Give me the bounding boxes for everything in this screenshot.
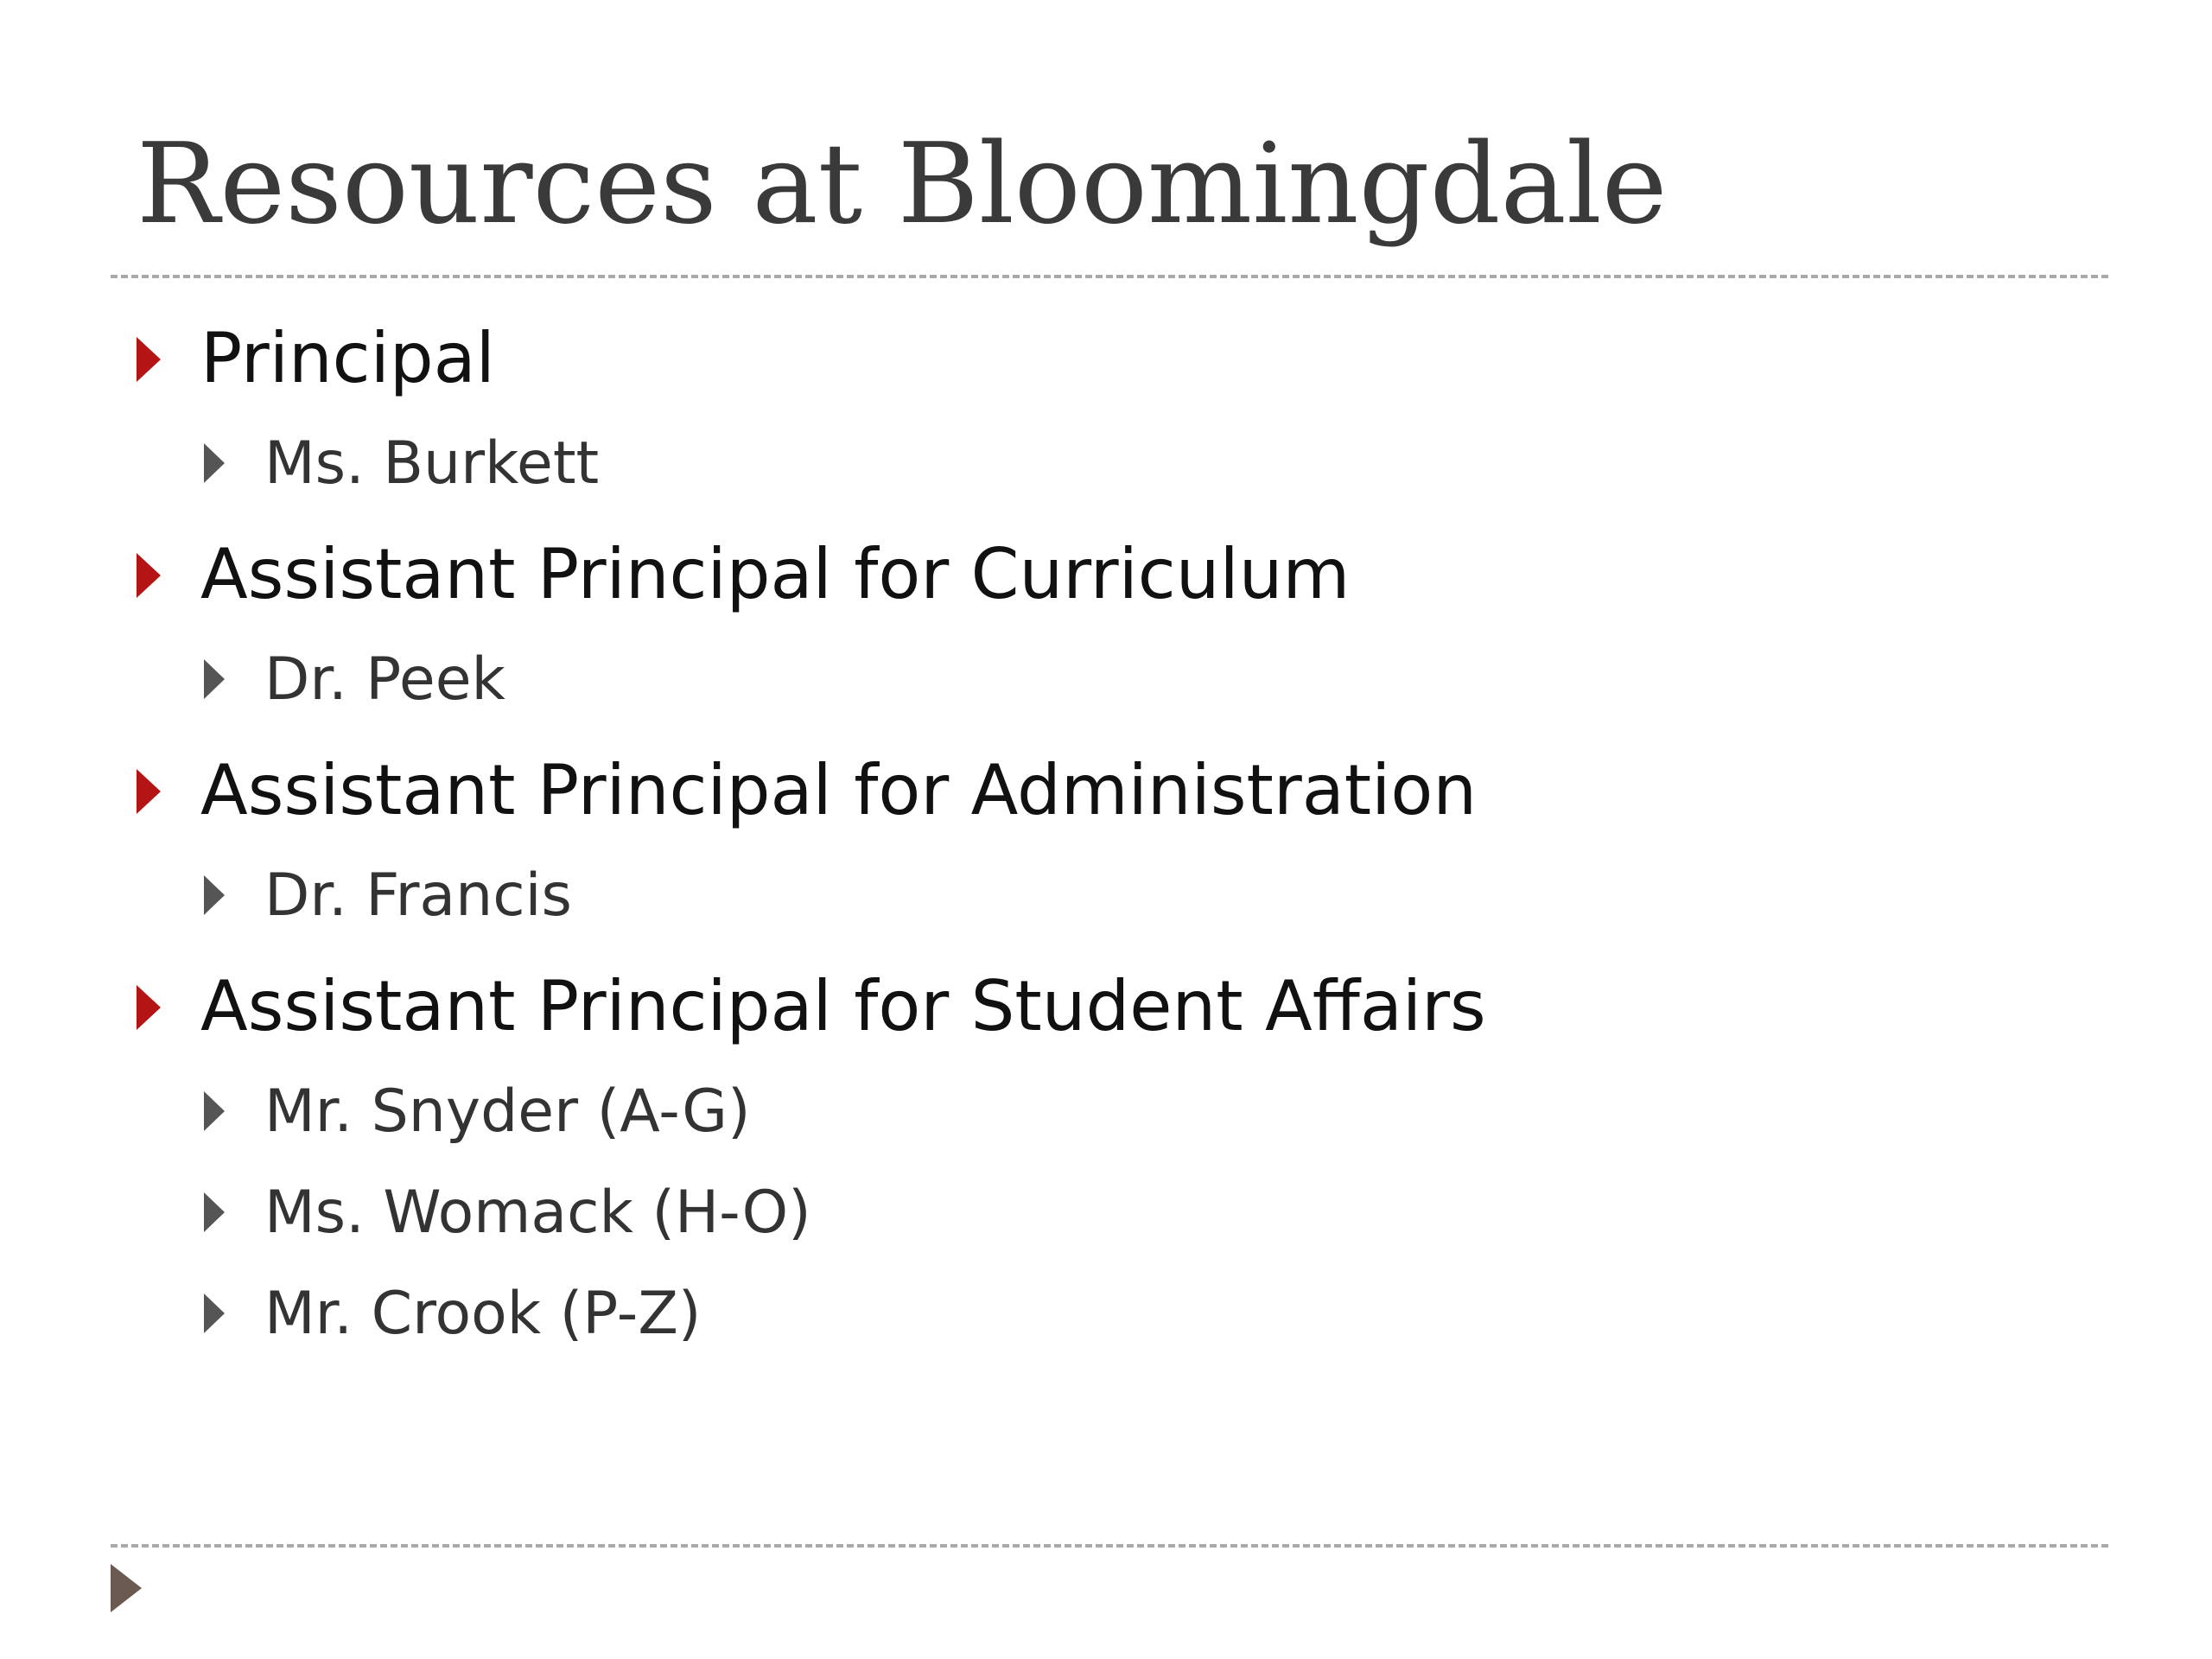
subitem-student-affairs-crook bbox=[204, 1280, 702, 1348]
bullet-ap-administration bbox=[137, 750, 1478, 830]
subitem-label: Dr. Francis bbox=[264, 861, 572, 930]
subitem-label: Dr. Peek bbox=[264, 645, 505, 714]
subitem-label: Ms. Womack (H-O) bbox=[264, 1179, 811, 1247]
subitem-ap-curriculum-name bbox=[204, 645, 505, 714]
bullet-ap-curriculum bbox=[137, 534, 1351, 614]
bullet-label: Assistant Principal for Curriculum bbox=[200, 534, 1351, 614]
bullet-label: Principal bbox=[200, 318, 495, 398]
subbullet-triangle-icon bbox=[204, 659, 225, 699]
subbullet-triangle-icon bbox=[204, 443, 225, 483]
title-divider bbox=[111, 275, 2108, 278]
bullet-ap-student-affairs bbox=[137, 966, 1486, 1046]
subitem-principal-name bbox=[204, 429, 600, 498]
subbullet-triangle-icon bbox=[204, 875, 225, 915]
subitem-label: Ms. Burkett bbox=[264, 429, 600, 498]
footer-triangle-icon bbox=[111, 1564, 142, 1612]
bullet-label: Assistant Principal for Student Affairs bbox=[200, 966, 1486, 1046]
slide-title: Resources at Bloomingdale bbox=[137, 120, 1668, 249]
subitem-student-affairs-snyder bbox=[204, 1077, 751, 1146]
bullet-principal bbox=[137, 318, 495, 398]
bullet-triangle-icon bbox=[137, 985, 161, 1030]
subbullet-triangle-icon bbox=[204, 1192, 225, 1232]
subitem-student-affairs-womack bbox=[204, 1179, 811, 1247]
subbullet-triangle-icon bbox=[204, 1091, 225, 1131]
subitem-ap-administration-name bbox=[204, 861, 572, 930]
subitem-label: Mr. Crook (P-Z) bbox=[264, 1280, 702, 1348]
bullet-triangle-icon bbox=[137, 553, 161, 598]
subitem-label: Mr. Snyder (A-G) bbox=[264, 1077, 751, 1146]
footer-divider bbox=[111, 1544, 2108, 1548]
subbullet-triangle-icon bbox=[204, 1294, 225, 1333]
bullet-label: Assistant Principal for Administration bbox=[200, 750, 1478, 830]
bullet-triangle-icon bbox=[137, 337, 161, 382]
bullet-triangle-icon bbox=[137, 769, 161, 814]
